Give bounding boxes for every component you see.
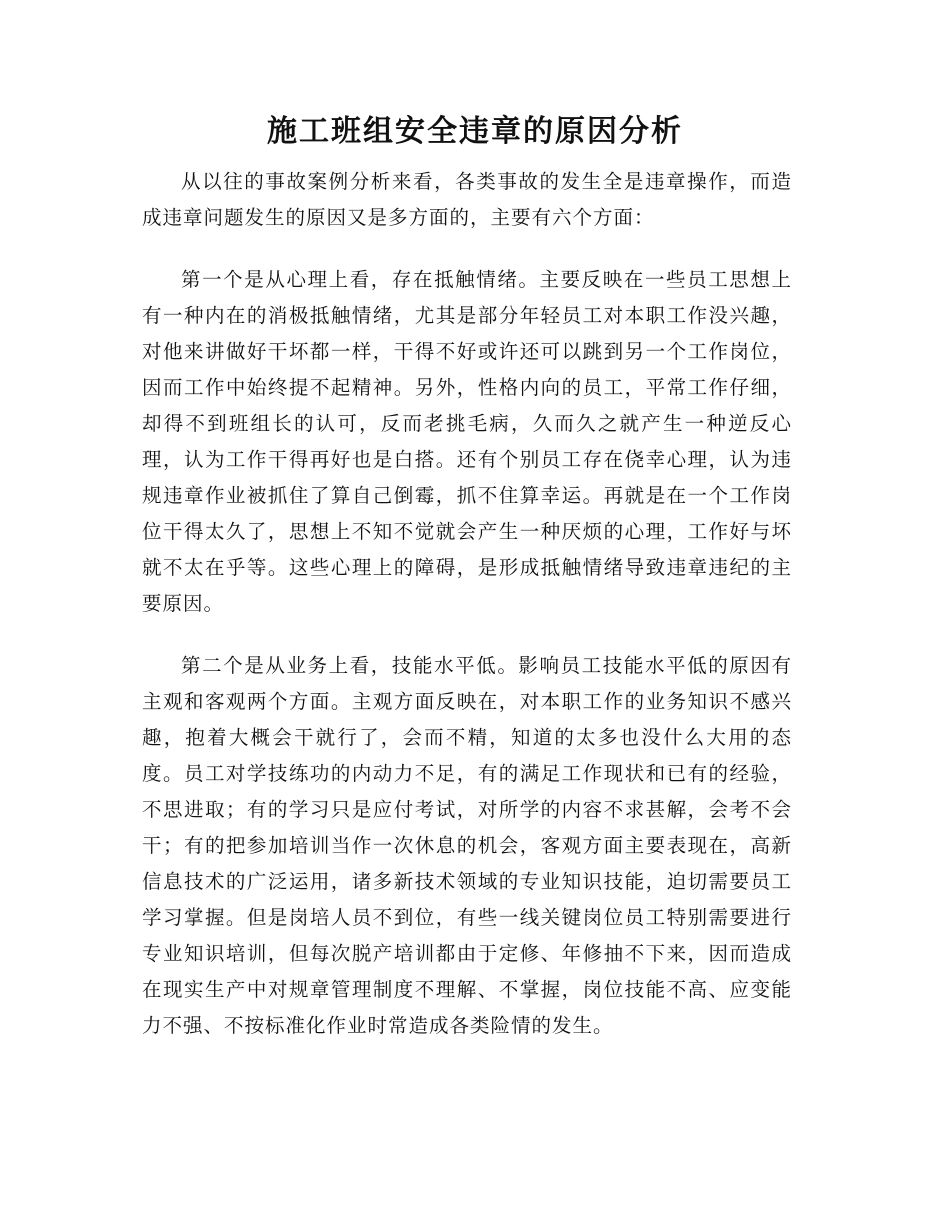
paragraph-psychology: 第一个是从心理上看，存在抵触情绪。主要反映在一些员工思想上有一种内在的消极抵触情绪，尤其是部分年轻员工对本职工作没兴趣，对他来讲做好干坏都一样，干得不好或许还可以跳到另一个工作岗位，因而工作中始终提不起精神。另外，性格内向的员工，平常工作仔细，却得不到班组长的认可，反而老挑毛病，久而久之就产生一种逆反心理，认为工作干得再好也是白搭。还有个别员工存在侥幸心理，认为违规违章作业被抓住了算自己倒霉，抓不住算幸运。再就是在一个工作岗位干得太久了，思想上不知不觉就会产生一种厌烦的心理，工作好与坏就不太在乎等。这些心理上的障碍，是形成抵触情绪导致违章违纪的主要原因。: [142, 268, 792, 615]
paragraph-skills: 第二个是从业务上看，技能水平低。影响员工技能水平低的原因有主观和客观两个方面。主观方面反映在，对本职工作的业务知识不感兴趣，抱着大概会干就行了，会而不精，知道的太多也没什么大用的态度。员工对学技练功的内动力不足，有的满足工作现状和已有的经验，不思进取；有的学习只是应付考试，对所学的内容不求甚解，会考不会干；有的把参加培训当作一次休息的机会，客观方面主要表现在，高新信息技术的广泛运用，诸多新技术领域的专业知识技能，迫切需要员工学习掌握。但是岗培人员不到位，有些一线关键岗位员工特别需要进行专业知识培训，但每次脱产培训都由于定修、年修抽不下来，因而造成在现实生产中对规章管理制度不理解、不掌握，岗位技能不高、应变能力不强、不按标准化作业时常造成各类险情的发生。: [142, 654, 792, 1037]
document-body: [142, 164, 792, 1070]
intro-paragraph: 从以往的事故案例分析来看，各类事故的发生全是违章操作，而造成违章问题发生的原因又是多方面的，主要有六个方面：: [142, 170, 792, 229]
document-title: 施工班组安全违章的原因分析: [267, 114, 683, 149]
